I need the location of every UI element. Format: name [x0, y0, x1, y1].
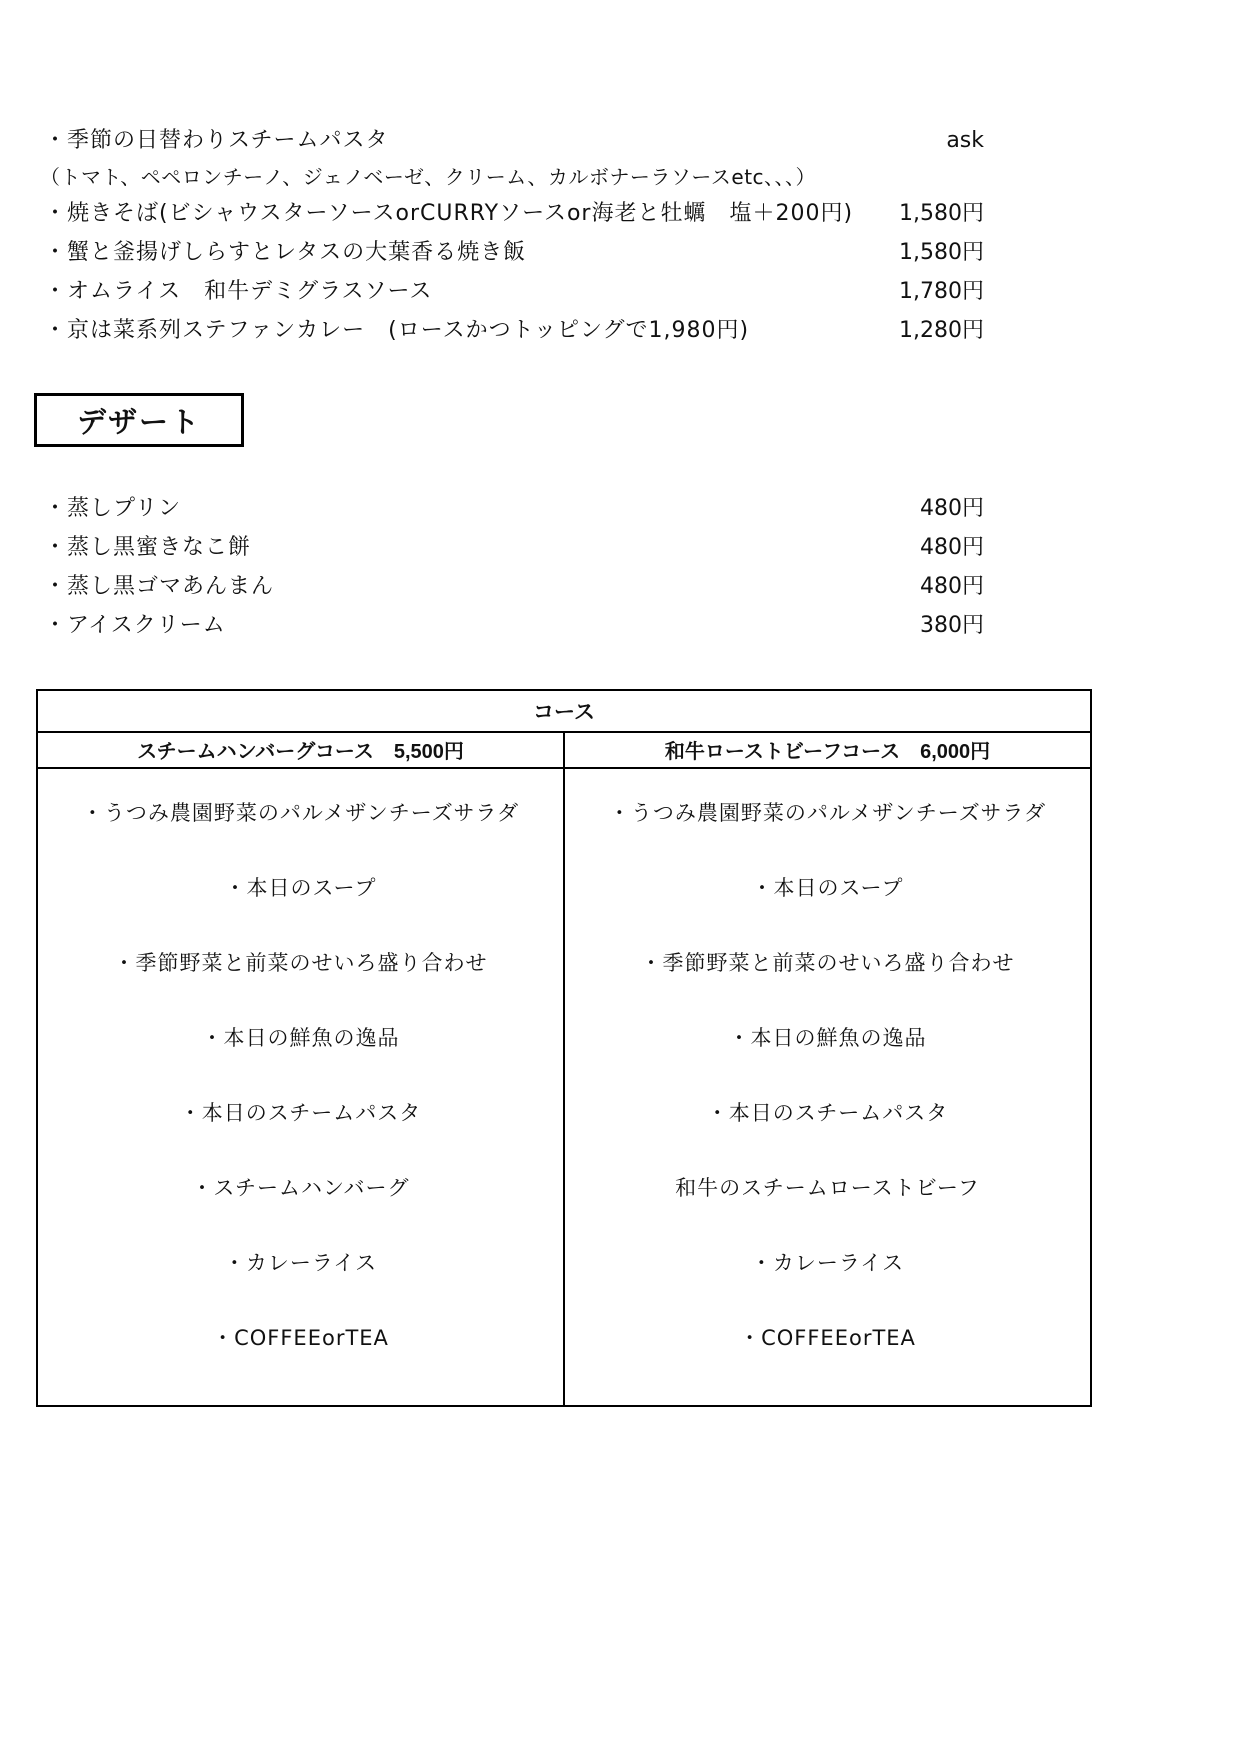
course-item: ・本日のスチームパスタ [706, 1101, 949, 1125]
column-divider [563, 731, 565, 1405]
dessert-item [44, 531, 984, 565]
course-item: ・本日の鮮魚の逸品 [728, 1026, 927, 1050]
menu-item-price: 1,780円 [899, 279, 984, 304]
dessert-item-price: 480円 [920, 535, 984, 560]
course-right-header: 和牛ローストビーフコース 6,000円 [565, 731, 1090, 769]
pasta-sauce-note: （トマト、ペペロンチーノ、ジェノベーゼ、クリーム、カルボナーラソースetc、、、） [40, 165, 817, 189]
menu-item [44, 124, 984, 158]
menu-item-name: ・京は菜系列ステファンカレー (ロースかつトッピングで1,980円) [44, 318, 750, 343]
course-item: ・本日のスチームパスタ [179, 1101, 422, 1125]
menu-item-name: ・焼きそば(ビシャウスターソースorCURRYソースor海老と牡蠣 塩＋200円) [44, 201, 854, 226]
menu-item-price: 1,280円 [899, 318, 984, 343]
course-left-header: スチームハンバーグコース 5,500円 [38, 731, 563, 769]
menu-item-name: ・季節の日替わりスチームパスタ [44, 128, 389, 153]
course-title: コース [38, 691, 1090, 733]
menu-item-price: 1,580円 [899, 240, 984, 265]
menu-item [44, 275, 984, 309]
course-item: ・本日のスープ [224, 876, 377, 900]
menu-item [44, 236, 984, 270]
menu-item-name: ・蟹と釜揚げしらすとレタスの大葉香る焼き飯 [44, 240, 527, 265]
course-item: ・うつみ農園野菜のパルメザンチーズサラダ [81, 801, 520, 825]
course-item: ・COFFEEorTEA [739, 1326, 916, 1350]
course-item: 和牛のスチームローストビーフ [675, 1176, 980, 1200]
dessert-item-name: ・蒸し黒蜜きなこ餅 [44, 535, 252, 560]
course-item: ・スチームハンバーグ [191, 1176, 410, 1200]
dessert-item-name: ・アイスクリーム [44, 613, 226, 638]
dessert-item-price: 380円 [920, 613, 984, 638]
menu-item-name: ・オムライス 和牛デミグラスソース [44, 279, 433, 304]
course-item: ・本日のスープ [751, 876, 904, 900]
dessert-item [44, 492, 984, 526]
course-item: ・季節野菜と前菜のせいろ盛り合わせ [113, 951, 488, 975]
menu-item-price: 1,580円 [899, 201, 984, 226]
dessert-item-price: 480円 [920, 574, 984, 599]
dessert-item-name: ・蒸し黒ゴマあんまん [44, 574, 275, 599]
dessert-item [44, 609, 984, 643]
course-item: ・うつみ農園野菜のパルメザンチーズサラダ [608, 801, 1047, 825]
course-item: ・COFFEEorTEA [212, 1326, 389, 1350]
dessert-heading-box [34, 393, 244, 447]
dessert-item-price: 480円 [920, 496, 984, 521]
course-table [36, 689, 1092, 1407]
course-item: ・季節野菜と前菜のせいろ盛り合わせ [640, 951, 1015, 975]
course-item: ・カレーライス [223, 1251, 378, 1275]
menu-item [44, 197, 984, 231]
menu-item-price: ask [946, 128, 984, 153]
dessert-item [44, 570, 984, 604]
dessert-item-name: ・蒸しプリン [44, 496, 182, 521]
course-item: ・カレーライス [750, 1251, 905, 1275]
menu-item [44, 314, 984, 348]
course-item: ・本日の鮮魚の逸品 [201, 1026, 400, 1050]
dessert-heading: デザート [76, 406, 201, 439]
